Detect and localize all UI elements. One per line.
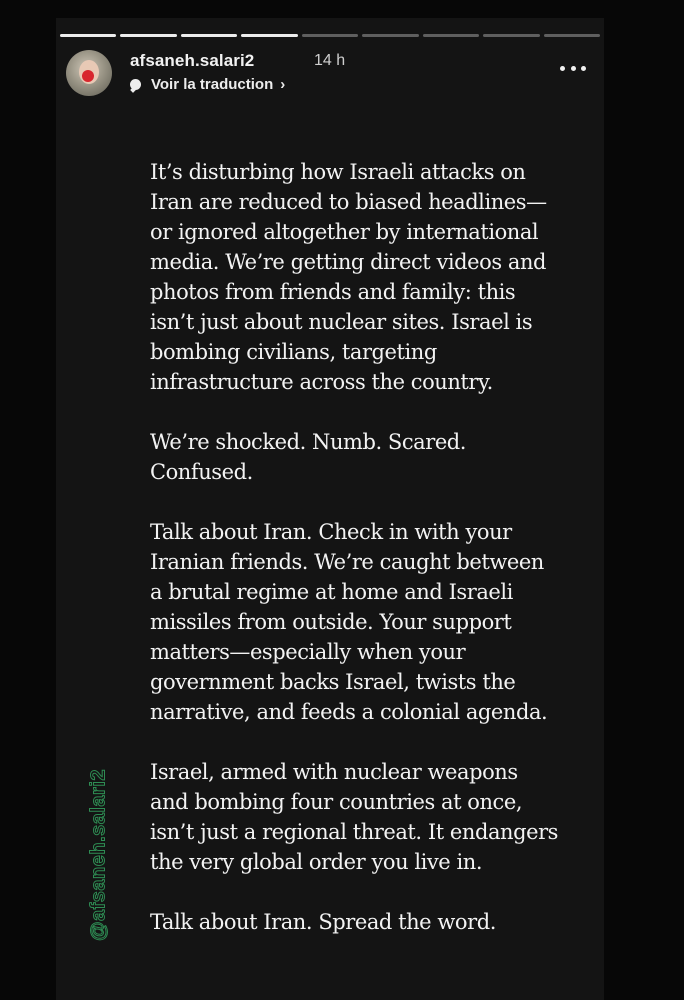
progress-segment xyxy=(362,34,418,37)
progress-segment xyxy=(120,34,176,37)
progress-segment xyxy=(544,34,600,37)
post-time: 14 h xyxy=(314,52,346,69)
progress-segment xyxy=(483,34,539,37)
progress-segment xyxy=(423,34,479,37)
paragraph-1: It’s disturbing how Israeli attacks on Iran are reduced to biased headlines— or ignored altogether by international media. We’re getting direct videos and photos from friends and family: this isn’t just about nuclear sites. Israel is bombing civilians, targeting infrastructure across the country. xyxy=(150,160,547,394)
paragraph-2: We’re shocked. Numb. Scared. Confused. xyxy=(150,430,467,484)
chevron-right-icon: › xyxy=(280,76,286,93)
progress-segment xyxy=(60,34,116,37)
translate-link[interactable] xyxy=(130,76,285,93)
story-progress-bar xyxy=(60,34,600,37)
username[interactable]: afsaneh.salari2 xyxy=(130,51,255,70)
progress-segment xyxy=(302,34,358,37)
speech-bubble-icon xyxy=(130,79,141,90)
paragraph-4: Israel, armed with nuclear weapons and bombing four countries at once, isn’t just a regional threat. It endangers the very global order you live in. xyxy=(150,760,559,874)
more-dot xyxy=(571,66,576,71)
watermark-text: @afsaneh.salari2 xyxy=(87,768,110,942)
avatar[interactable] xyxy=(66,50,112,96)
username-watermark xyxy=(76,760,122,950)
paragraph-3: Talk about Iran. Check in with your Iranian friends. We’re caught between a brutal regime at home and Israeli missiles from outside. Your support matters—especially when your government backs Israel, twists the narrative, and feeds a colonial agenda. xyxy=(150,520,548,724)
story-text xyxy=(150,157,590,967)
more-options-icon[interactable] xyxy=(560,62,586,74)
progress-segment xyxy=(241,34,297,37)
translate-label: Voir la traduction xyxy=(151,76,274,93)
more-dot xyxy=(581,66,586,71)
story-header xyxy=(66,48,596,104)
more-dot xyxy=(560,66,565,71)
avatar-red-mark xyxy=(82,70,94,82)
progress-segment xyxy=(181,34,237,37)
paragraph-5: Talk about Iran. Spread the word. xyxy=(150,910,496,934)
